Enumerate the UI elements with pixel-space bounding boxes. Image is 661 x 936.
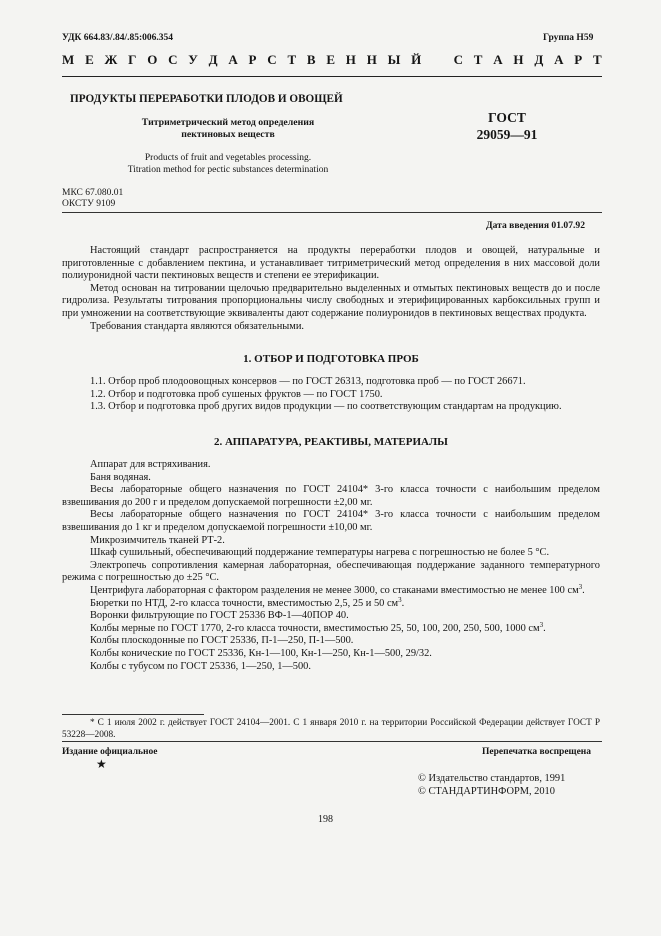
group-code: Группа Н59 <box>543 33 594 43</box>
measuring-flasks-text: Колбы мерные по ГОСТ 1770, 2-го класса точности, вместимостью 25, 50, 100, 200, 250, 500, 1000 см <box>90 622 540 634</box>
footnote: * С 1 июля 2002 г. действует ГОСТ 24104—2001. С 1 января 2010 г. на территории Российской Федерации действует ГОСТ Р 53228—2008. <box>62 718 600 740</box>
method-subtitle <box>105 117 351 141</box>
section-2-body <box>62 459 600 673</box>
page-number: 198 <box>318 814 333 825</box>
banner-letter: Н <box>366 52 377 67</box>
banner-letter: Р <box>248 52 257 67</box>
star-icon: ★ <box>96 757 107 771</box>
intro-paragraph: Требования стандарта являются обязательными. <box>90 320 305 332</box>
equipment-item: Колбы конические по ГОСТ 25336, Кн-1—100, Кн-1—250, Кн-1—500, 29/32. <box>90 647 432 659</box>
banner-letter: Т <box>473 52 483 67</box>
copyright-block <box>418 772 565 798</box>
banner-letter: Ы <box>387 52 401 67</box>
superscript: 3 <box>398 595 402 604</box>
subtitle-line: Титриметрический метод определения <box>141 117 315 128</box>
gost-designation <box>452 109 562 143</box>
banner-letter: Т <box>287 52 297 67</box>
burettes-text: Бюретки по НТД, 2-го класса точности, вместимостью 2,5, 25 и 50 см <box>90 597 399 609</box>
banner-letter: А <box>228 52 238 67</box>
banner-letter: Й <box>411 52 422 67</box>
equipment-item: Аппарат для встряхивания. <box>90 459 211 470</box>
banner-letter: О <box>147 52 158 67</box>
banner-letter: А <box>493 52 503 67</box>
equipment-item: Колбы с тубусом по ГОСТ 25336, 1—250, 1—500. <box>90 660 311 672</box>
udk-code: УДК 664.83/.84/.85:006.354 <box>62 33 174 43</box>
superscript: 3 <box>539 620 544 629</box>
equipment-item: Шкаф сушильный, обеспечивающий поддержание температуры нагрева с погрешностью не более 5 °С. <box>90 547 550 559</box>
equipment-item: Электропечь сопротивления камерная лабораторная, обеспечивающая поддержание заданного температурного режима с погрешностью до ±25 °С. <box>62 559 600 584</box>
mks-code: МКС 67.080.01 <box>62 188 124 198</box>
banner-letter: Т <box>592 52 602 67</box>
section-2-heading: 2. АППАРАТУРА, РЕАКТИВЫ, МАТЕРИАЛЫ <box>214 436 448 448</box>
banner-letter: Д <box>208 52 218 67</box>
equipment-item-centrifuge <box>62 582 600 598</box>
intro-paragraph: Метод основан на титровании щелочью предварительно выделенных и отмытых пектиновых веществ до и после гидролиза. Результаты титрования пропорциональны числу свободных и этерифицированных карбоксильных групп и при умножении на соответствующие эквиваленты дают содержание полиуронидов в пектиновых веществах продукта. <box>62 282 600 319</box>
banner-letter: Ж <box>104 52 118 67</box>
section-1-item: 1.1. Отбор проб плодоовощных консервов — по ГОСТ 26313, подготовка проб — по ГОСТ 26671. <box>90 376 526 387</box>
gost-number: 29059—91 <box>476 127 538 142</box>
banner-letter: С <box>168 52 178 67</box>
equipment-item: Весы лабораторные общего назначения по ГОСТ 24104* 3-го класса точности с наибольшим пределом взвешивания до 1 кг и пределом допускаемой погрешности ±10,00 мг. <box>62 509 600 533</box>
banner-letter: Р <box>574 52 583 67</box>
copyright-line: © СТАНДАРТИНФОРМ, 2010 <box>418 786 555 797</box>
title-divider <box>62 212 602 213</box>
english-title <box>105 152 351 176</box>
equipment-item: Микрозимчитель тканей РТ-2. <box>90 534 225 546</box>
footnote-divider <box>62 714 204 715</box>
reprint-prohibited-label: Перепечатка воспрещена <box>482 747 592 757</box>
banner-letter: Н <box>513 52 524 67</box>
english-title-line: Products of fruit and vegetables processing. <box>144 153 312 163</box>
banner-letter: А <box>554 52 564 67</box>
interstate-standard-banner <box>62 54 602 67</box>
equipment-item: Воронки фильтрующие по ГОСТ 25336 ВФ-1—40ПОР 40. <box>90 610 349 622</box>
section-1-heading: 1. ОТБОР И ПОДГОТОВКА ПРОБ <box>243 353 419 365</box>
banner-letter: Д <box>534 52 544 67</box>
banner-letter: Е <box>85 52 94 67</box>
banner-letter: В <box>306 52 316 67</box>
equipment-item-burettes <box>62 595 600 611</box>
superscript: 3 <box>578 582 583 591</box>
header-divider <box>62 76 602 77</box>
period: . <box>582 584 585 596</box>
official-edition-label: Издание официальное <box>62 747 158 757</box>
introduction-date: Дата введения 01.07.92 <box>486 220 586 231</box>
copyright-line: © Издательство стандартов, 1991 <box>418 773 566 784</box>
banner-letter: С <box>453 52 464 67</box>
product-title: ПРОДУКТЫ ПЕРЕРАБОТКИ ПЛОДОВ И ОВОЩЕЙ <box>70 93 343 105</box>
equipment-item: Весы лабораторные общего назначения по ГОСТ 24104* 3-го класса точности с наибольшим пределом взвешивания до 200 г и пределом допускаемой погрешности ±2,00 мг. <box>62 484 600 508</box>
centrifuge-text: Центрифуга лабораторная с фактором разделения не менее 3000, со стаканами вместимостью не менее 100 см <box>90 584 579 596</box>
section-1-body <box>62 376 600 414</box>
equipment-item-measuring-flasks <box>62 620 600 636</box>
intro-section <box>62 245 600 333</box>
period: . <box>543 622 546 634</box>
banner-letter: Н <box>345 52 356 67</box>
banner-letter: Г <box>128 52 137 67</box>
section-1-item: 1.3. Отбор и подготовка проб других видов продукции — по соответствующим стандартам на продукцию. <box>90 401 562 413</box>
period: . <box>401 597 405 609</box>
equipment-item: Колбы плоскодонные по ГОСТ 25336, П-1—250, П-1—500. <box>90 635 354 647</box>
banner-letter: Е <box>326 52 336 67</box>
banner-letter: М <box>62 52 75 67</box>
footer-divider <box>62 741 602 742</box>
classification-codes <box>62 188 123 210</box>
equipment-item: Баня водяная. <box>90 471 151 483</box>
english-title-line: Titration method for pectic substances determination <box>127 165 329 175</box>
banner-letter: С <box>267 52 277 67</box>
section-1-item: 1.2. Отбор и подготовка проб сушеных фруктов — по ГОСТ 1750. <box>90 388 383 400</box>
banner-letter: У <box>188 52 198 67</box>
subtitle-line: пектиновых веществ <box>181 129 275 140</box>
gost-label: ГОСТ <box>488 110 526 125</box>
intro-paragraph: Настоящий стандарт распространяется на продукты переработки плодов и овощей, натуральные и приготовленные с добавлением пектина, и устанавливает титриметрический метод определения в них массовой доли полиуронидной части пектиновых веществ и степени ее этерификации. <box>62 245 600 282</box>
okstu-code: ОКСТУ 9109 <box>62 199 116 209</box>
